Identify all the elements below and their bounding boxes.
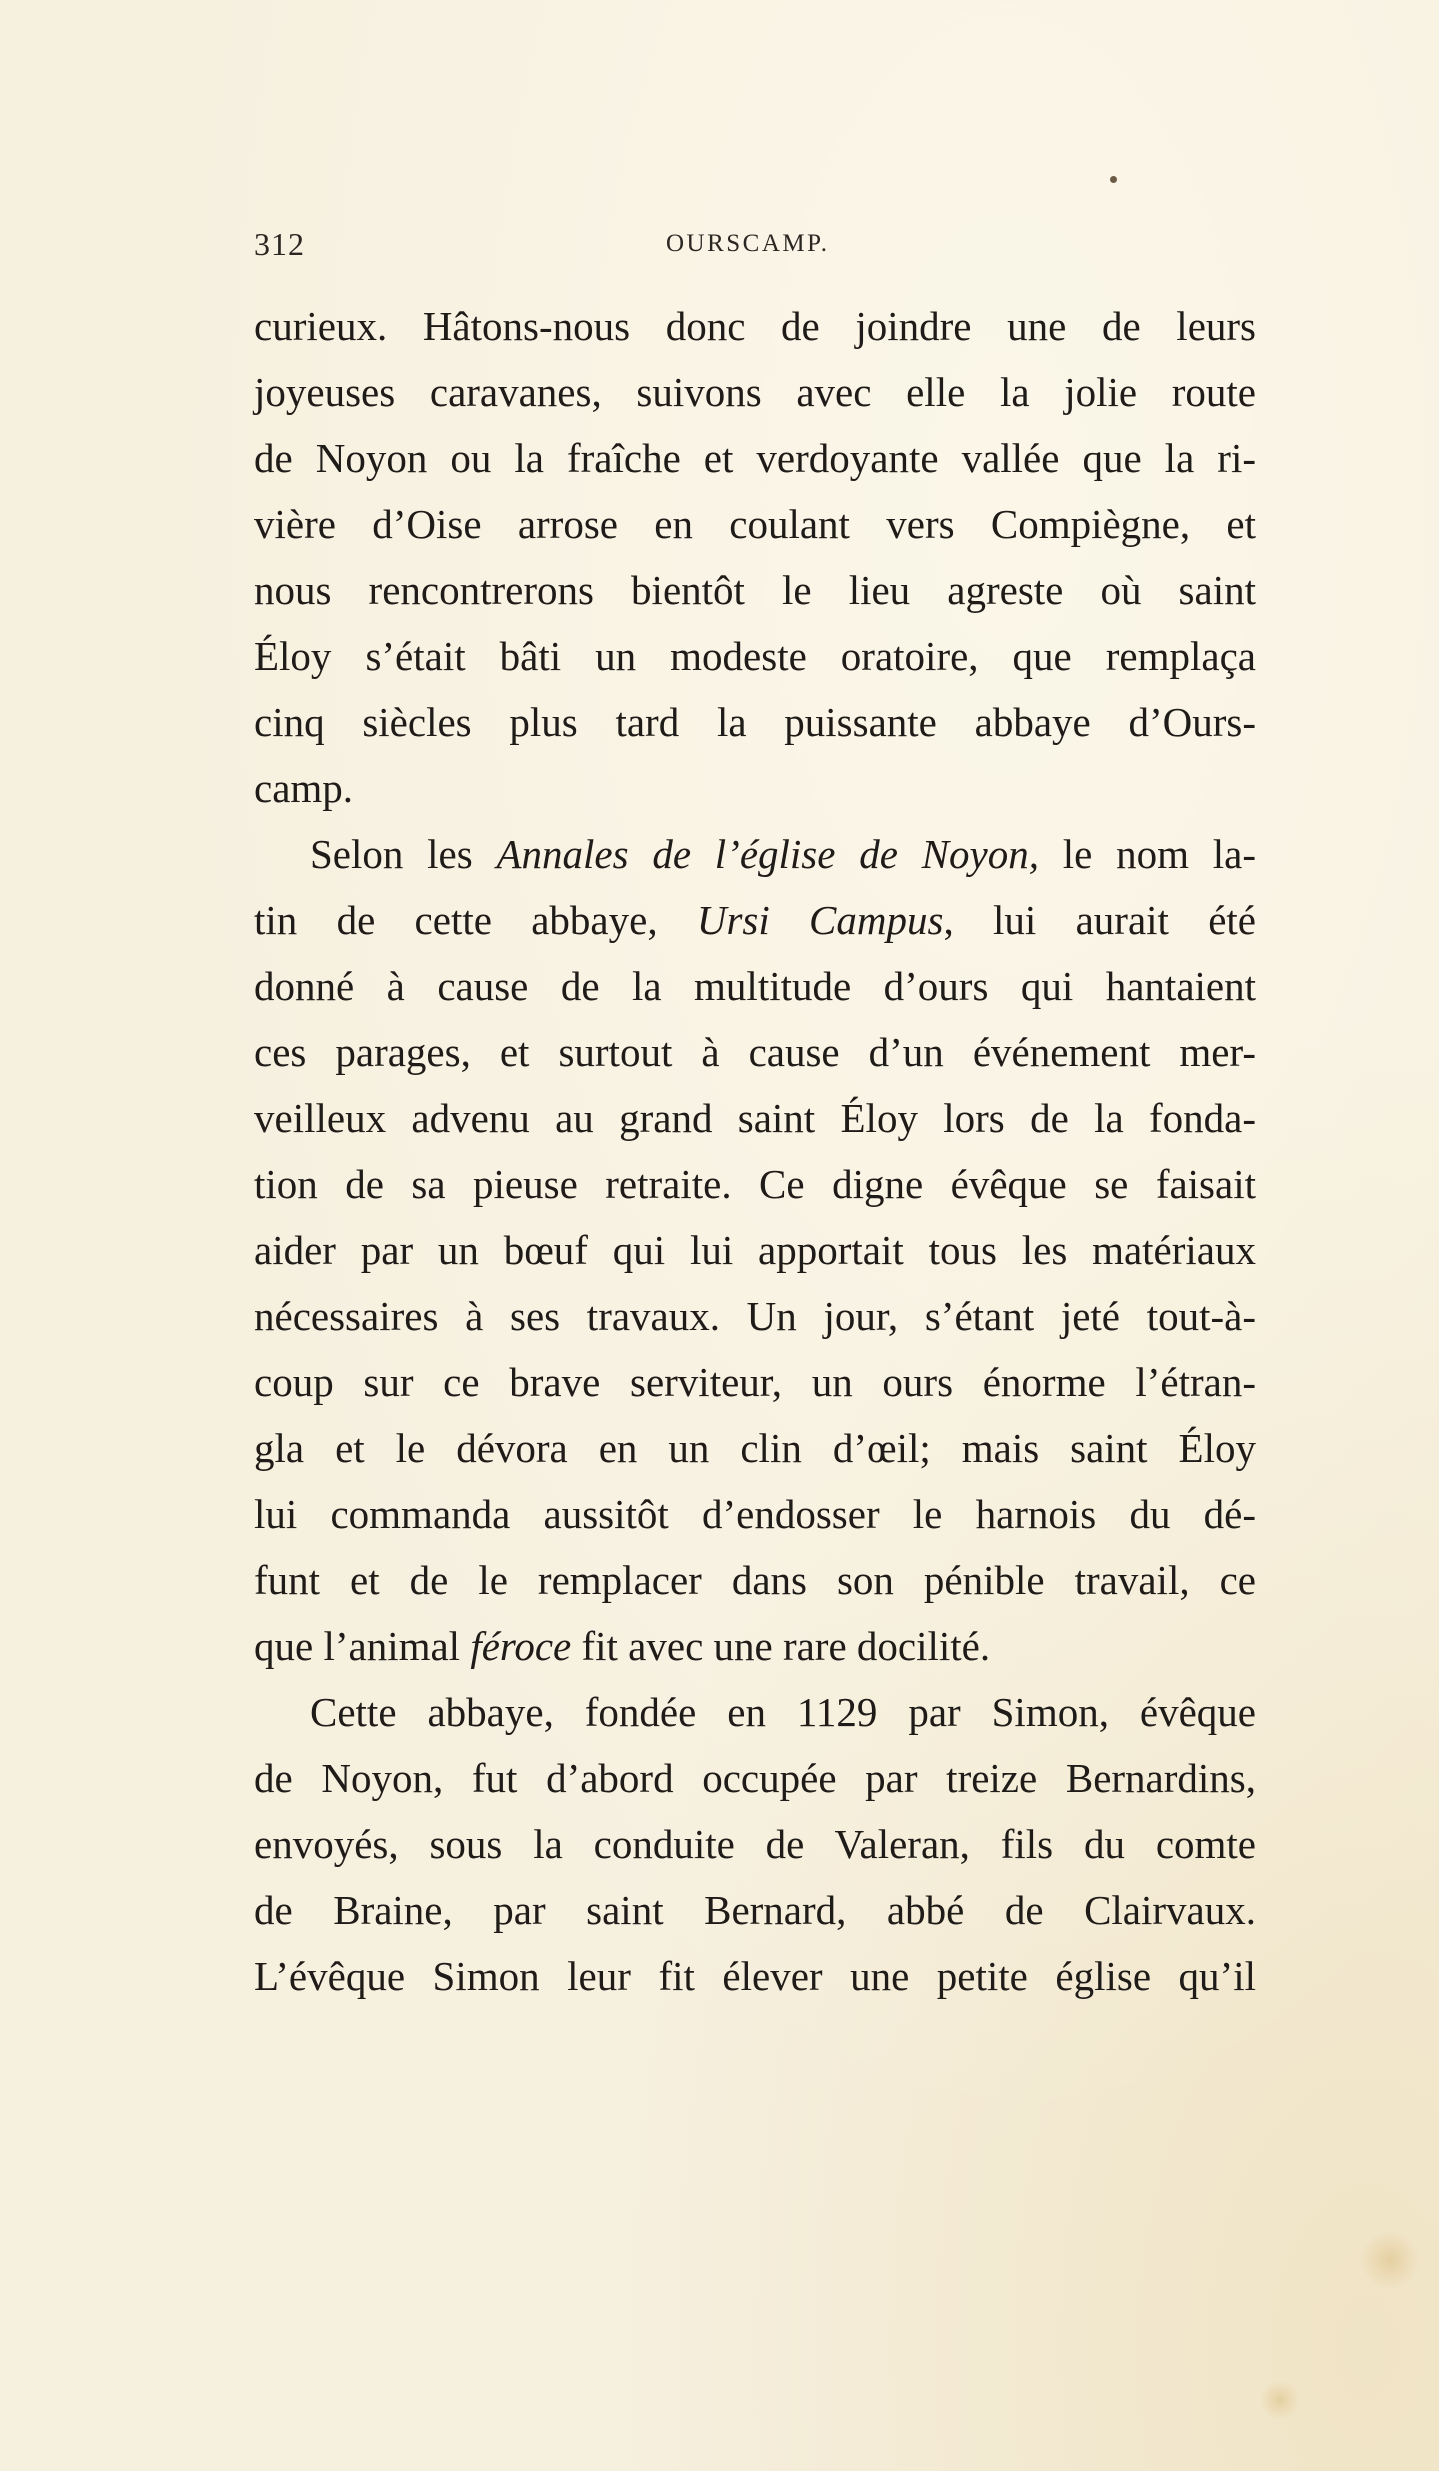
italic-word: féroce <box>470 1623 572 1669</box>
text-line: camp. <box>254 765 354 811</box>
running-head <box>254 226 1254 276</box>
text-line: coup sur ce brave serviteur, un ours énorme l’étran- <box>254 1359 1256 1405</box>
text-line: vière d’Oise arrose en coulant vers Compiègne, et <box>254 501 1256 547</box>
text-run: tin de cette abbaye, <box>254 897 697 943</box>
text-line-with-italic <box>254 887 1256 953</box>
text-run: que l’animal <box>254 1623 471 1669</box>
body-text <box>254 293 1256 2009</box>
text-run: , lui aurait été <box>943 897 1257 943</box>
text-run: Selon les <box>310 831 497 877</box>
text-line: de Braine, par saint Bernard, abbé de Clairvaux. <box>254 1887 1256 1933</box>
text-line: funt et de le remplacer dans son pénible travail, ce <box>254 1557 1256 1603</box>
italic-title: Annales de l’église de Noyon, <box>496 831 1039 877</box>
text-line: envoyés, sous la conduite de Valeran, fils du comte <box>254 1821 1256 1867</box>
text-line-with-italic <box>254 821 1256 887</box>
text-line: lui commanda aussitôt d’endosser le harnois du dé- <box>254 1491 1256 1537</box>
text-line: de Noyon, fut d’abord occupée par treize Bernardins, <box>254 1755 1256 1801</box>
foxing-stain <box>1360 2230 1420 2290</box>
italic-latin-name: Ursi Campus <box>696 897 944 943</box>
running-title: OURSCAMP. <box>666 230 830 257</box>
text-line: joyeuses caravanes, suivons avec elle la jolie route <box>254 369 1256 415</box>
text-line: L’évêque Simon leur fit élever une petite église qu’il <box>254 1953 1256 1999</box>
ink-speck <box>1110 176 1117 183</box>
text-line: nous rencontrerons bientôt le lieu agreste où saint <box>254 567 1256 613</box>
text-line: tion de sa pieuse retraite. Ce digne évêque se faisait <box>254 1161 1256 1207</box>
page-number: 312 <box>254 226 305 262</box>
text-line: curieux. Hâtons-nous donc de joindre une de leurs <box>254 303 1256 349</box>
text-line: Cette abbaye, fondée en 1129 par Simon, évêque <box>310 1689 1256 1735</box>
text-line: aider par un bœuf qui lui apportait tous les matériaux <box>254 1227 1256 1273</box>
text-line-with-italic <box>254 1613 1256 1679</box>
text-line: cinq siècles plus tard la puissante abbaye d’Ours- <box>254 699 1256 745</box>
text-run: fit avec une rare docilité. <box>571 1623 991 1669</box>
text-line: donné à cause de la multitude d’ours qui hantaient <box>254 963 1256 1009</box>
text-line: de Noyon ou la fraîche et verdoyante vallée que la ri- <box>254 435 1256 481</box>
text-line: Éloy s’était bâti un modeste oratoire, que remplaça <box>254 633 1256 679</box>
text-line: gla et le dévora en un clin d’œil; mais saint Éloy <box>254 1425 1256 1471</box>
text-run: le nom la- <box>1038 831 1256 877</box>
foxing-stain <box>1260 2380 1300 2420</box>
text-line: ces parages, et surtout à cause d’un événement mer- <box>254 1029 1256 1075</box>
text-line: veilleux advenu au grand saint Éloy lors de la fonda- <box>254 1095 1256 1141</box>
text-line: nécessaires à ses travaux. Un jour, s’étant jeté tout-à- <box>254 1293 1256 1339</box>
